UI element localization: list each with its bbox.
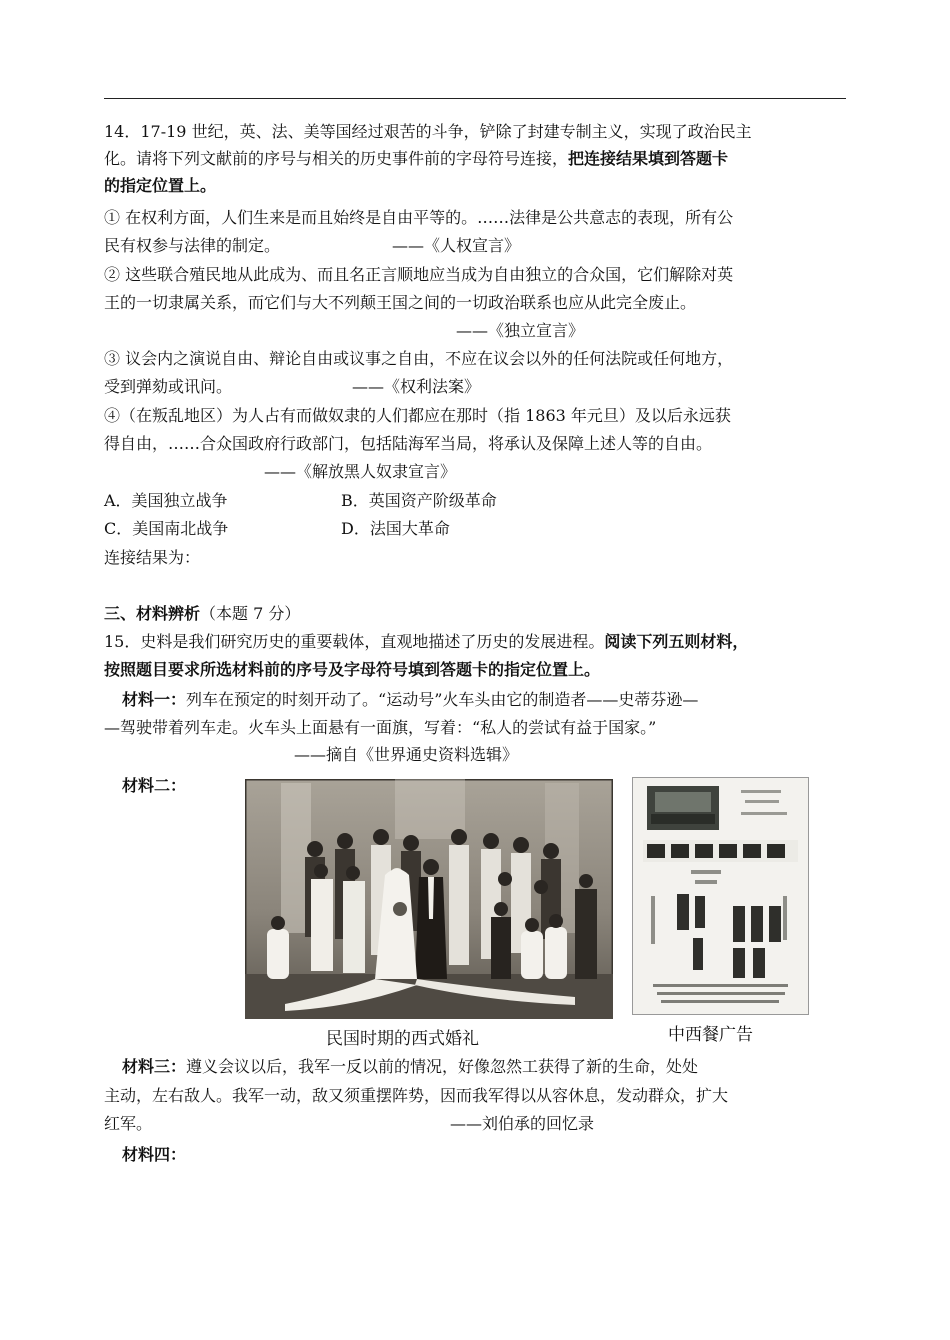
material-4-label: 材料四： <box>122 1145 187 1164</box>
material-3-line-1 <box>122 1054 698 1080</box>
q14-bold-line: 的指定位置上。 <box>104 176 217 195</box>
doc1-source: ——《人权宣言》 <box>392 236 521 255</box>
doc3-source: ——《权利法案》 <box>352 377 481 396</box>
doc3-line-2: 受到弹劾或讯问。 <box>104 377 233 396</box>
material-3-label: 材料三： <box>122 1057 187 1076</box>
option-a: A．美国独立战争 <box>104 491 228 510</box>
doc3-line-1: ③ 议会内之演说自由、辩论自由或议事之自由，不应在议会以外的任何法院或任何地方， <box>104 349 734 368</box>
q15-line-1-bold: 阅读下列五则材料， <box>604 632 749 651</box>
section3-score: （本题 7 分） <box>200 604 301 623</box>
restaurant-ad <box>632 777 809 1015</box>
material-1-line-1 <box>122 687 698 713</box>
wedding-photo-image <box>245 779 613 1019</box>
material-3-line-3: 红军。 <box>104 1114 153 1133</box>
q14-result-label: 连接结果为： <box>104 548 201 567</box>
material-3-text-a: 遵义会议以后，我军一反以前的情况，好像忽然工获得了新的生命，处处 <box>186 1057 699 1076</box>
doc2-source: ——《独立宣言》 <box>456 321 585 340</box>
material-3-source: ——刘伯承的回忆录 <box>450 1114 595 1133</box>
wedding-photo-caption: 民国时期的西式婚礼 <box>326 1029 479 1049</box>
doc2-line-2: 王的一切隶属关系，而它们与大不列颠王国之间的一切政治联系也应从此完全废止。 <box>104 293 697 312</box>
material-1-text-a: 列车在预定的时刻开动了。“运动号”火车头由它的制造者——史蒂芬逊— <box>186 690 699 709</box>
doc4-source: ——《解放黑人奴隶宣言》 <box>264 462 457 481</box>
doc2-line-1: ② 这些联合殖民地从此成为、而且名正言顺地应当成为自由独立的合众国，它们解除对英 <box>104 265 734 284</box>
option-c: C．美国南北战争 <box>104 519 229 538</box>
doc1-line-1: ① 在权利方面，人们生来是而且始终是自由平等的。……法律是公共意志的表现，所有公 <box>104 208 734 227</box>
option-b: B．英国资产阶级革命 <box>341 491 497 510</box>
q14-line-2-text: 化。请将下列文献前的序号与相关的历史事件前的字母符号连接， <box>104 149 569 168</box>
section3-title: 三、材料辨析 <box>104 604 201 623</box>
header-rule <box>104 98 846 99</box>
section3-heading <box>104 601 300 627</box>
option-d: D．法国大革命 <box>341 519 450 538</box>
doc4-line-1: ④（在叛乱地区）为人占有而做奴隶的人们都应在那时（指 1863 年元旦）及以后永远获 <box>104 406 731 425</box>
doc1-line-2: 民有权参与法律的制定。 <box>104 236 281 255</box>
q15-line-1-text: 15．史料是我们研究历史的重要载体，直观地描述了历史的发展进程。 <box>104 632 605 651</box>
material-1-source: ——摘自《世界通史资料选辑》 <box>294 745 519 764</box>
doc4-line-2: 得自由，……合众国政府行政部门，包括陆海军当局，将承认及保障上述人等的自由。 <box>104 434 713 453</box>
q14-line-2 <box>104 146 728 172</box>
q14-line-1: 14．17-19 世纪，英、法、美等国经过艰苦的斗争，铲除了封建专制主义，实现了政治民主 <box>104 122 752 141</box>
q14-bold-instruction: 把连接结果填到答题卡 <box>568 149 729 168</box>
ad-caption: 中西餐广告 <box>668 1025 753 1045</box>
material-3-line-2: 主动，左右敌人。我军一动，敌又须重摆阵势，因而我军得以从容休息，发动群众，扩大 <box>104 1086 729 1105</box>
material-2-label: 材料二： <box>122 776 187 795</box>
restaurant-ad-image <box>633 778 808 1014</box>
material-1-line-2: —驾驶带着列车走。火车头上面悬有一面旗，写着：“私人的尝试有益于国家。” <box>104 718 657 737</box>
q15-line-1 <box>104 629 748 655</box>
q15-line-2: 按照题目要求所选材料前的序号及字母符号填到答题卡的指定位置上。 <box>104 660 601 679</box>
material-1-label: 材料一： <box>122 690 187 709</box>
wedding-photo <box>245 779 613 1019</box>
